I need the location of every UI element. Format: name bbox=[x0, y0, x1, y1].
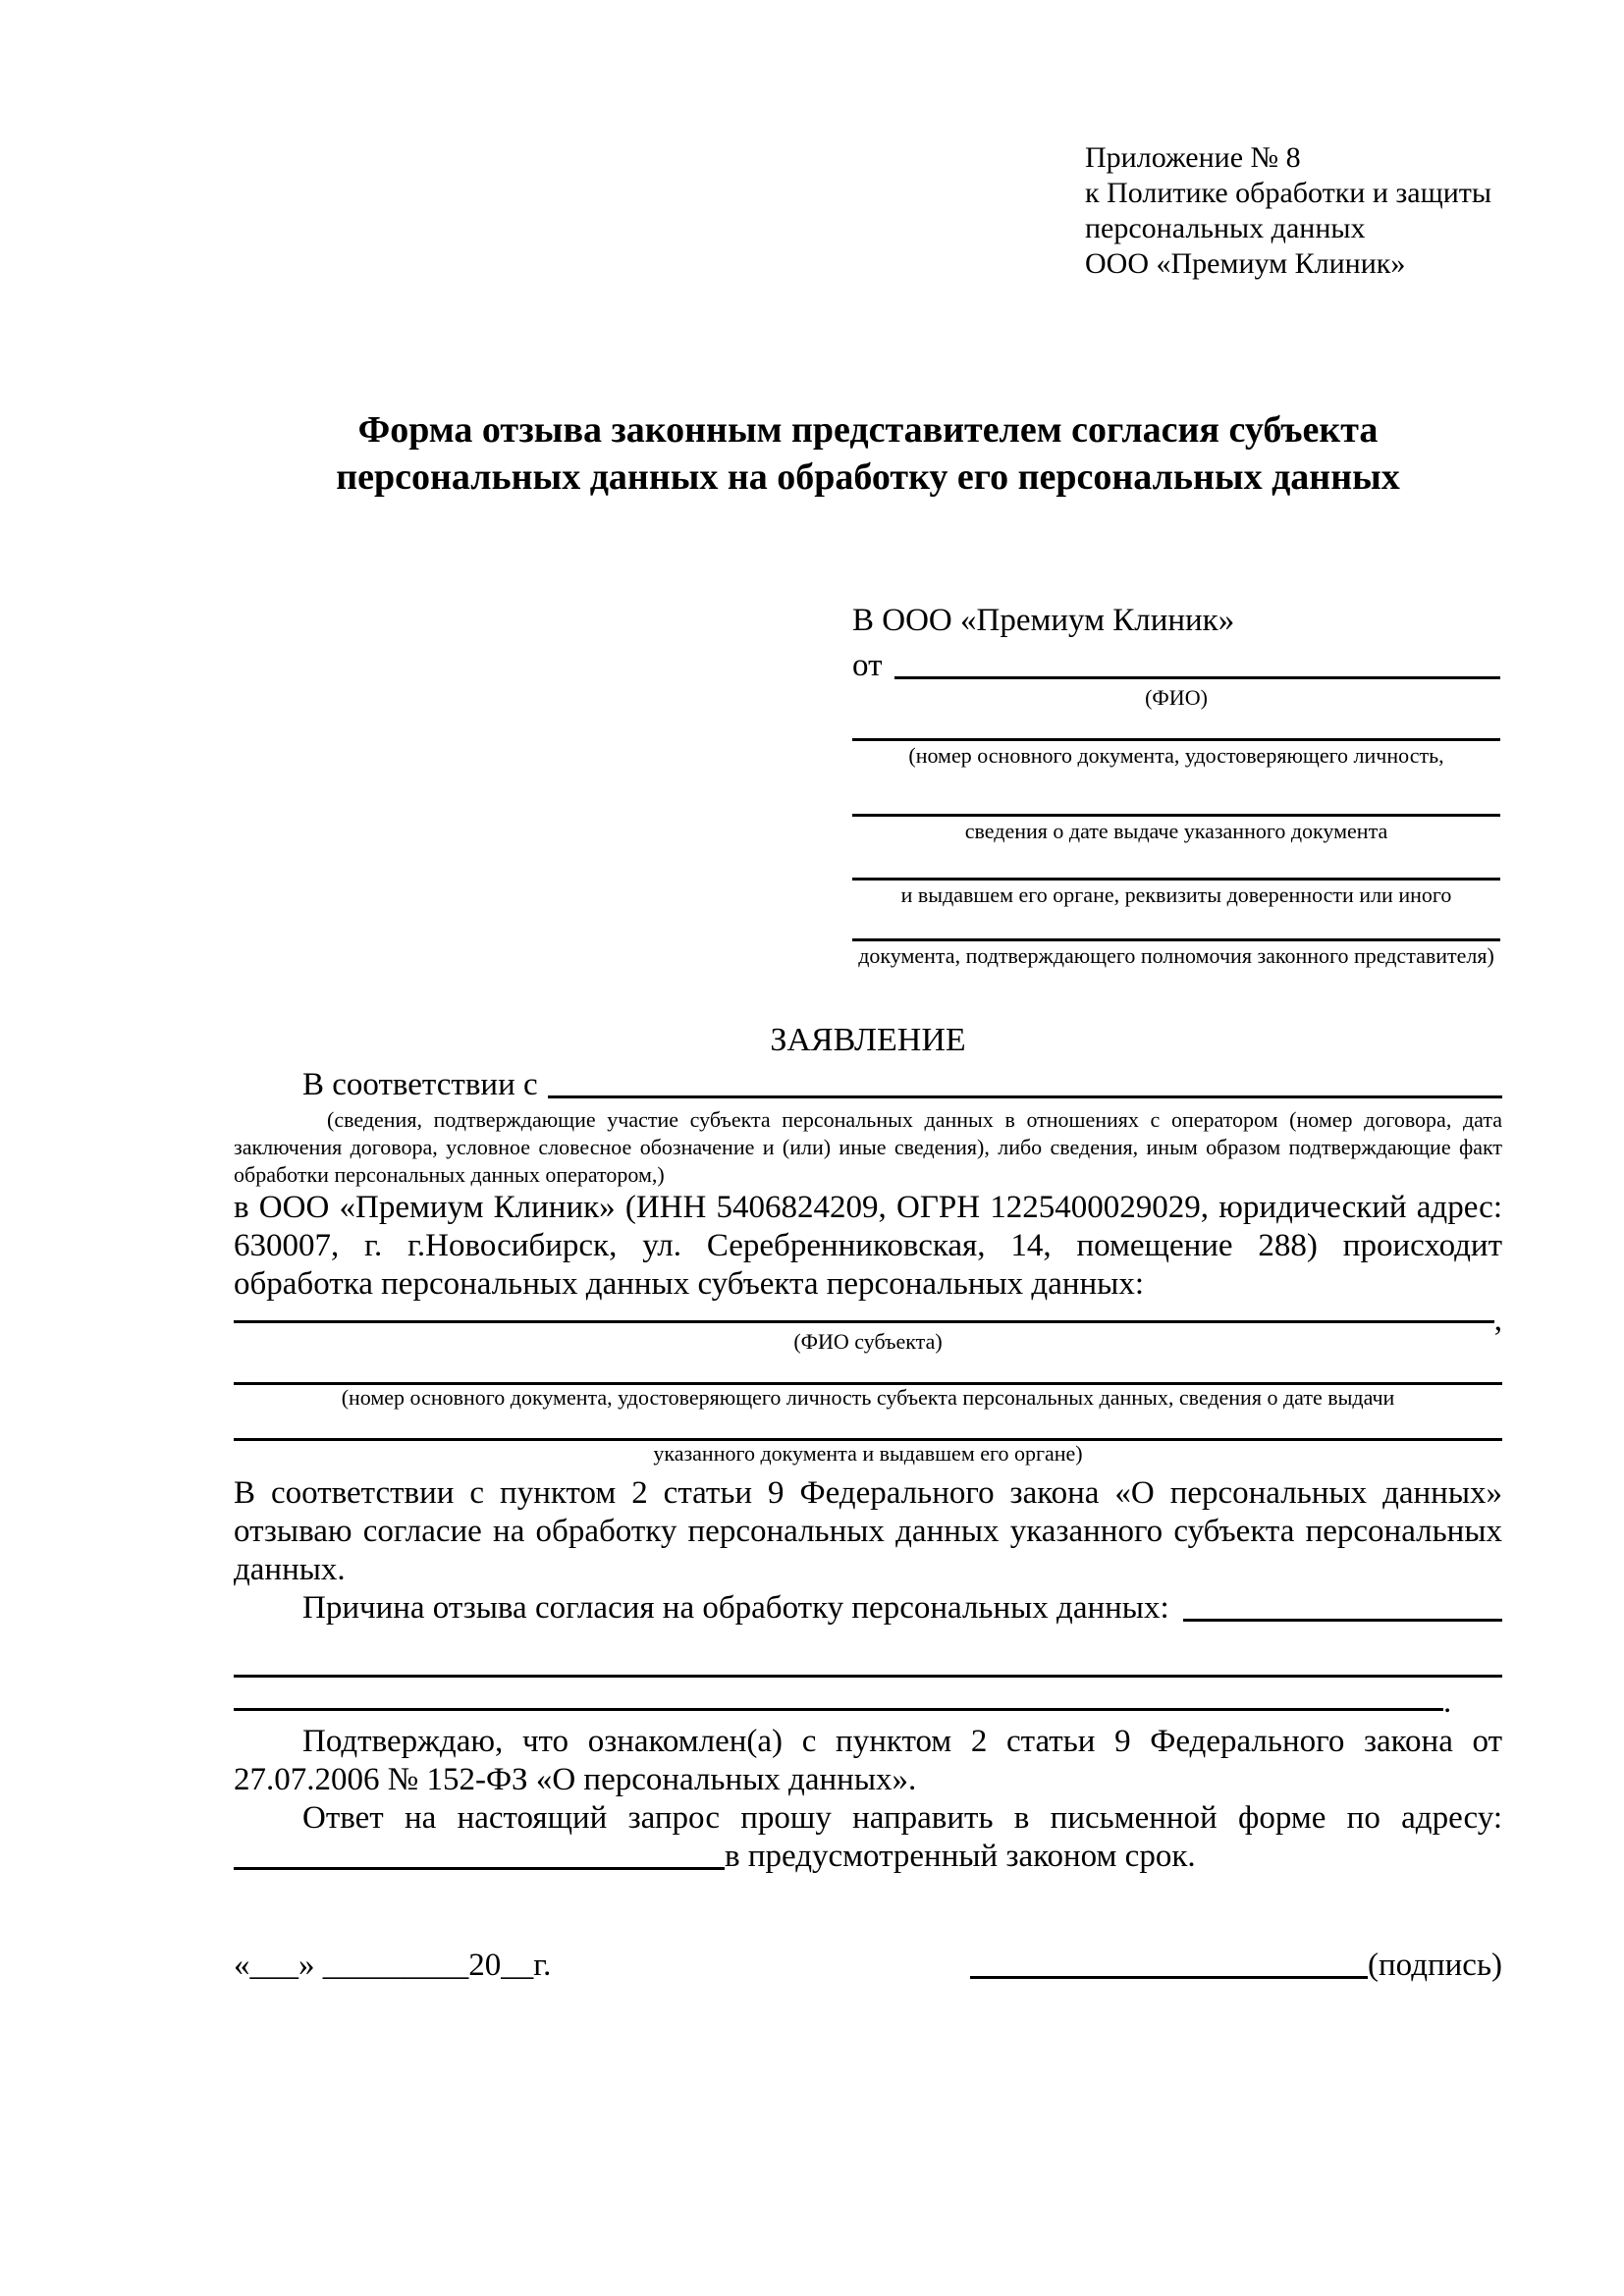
applicant-doc-caption-3: и выдавшем его органе, реквизиты доверенности или иного bbox=[900, 882, 1452, 907]
applicant-doc-caption-1: (номер основного документа, удостоверяющего личность, bbox=[908, 743, 1444, 768]
subject-doc-caption-1: (номер основного документа, удостоверяющего личность субъекта персональных данных, сведения о дате выдачи bbox=[341, 1385, 1395, 1410]
reason-field-line[interactable] bbox=[1183, 1619, 1502, 1622]
reply-address-field-line[interactable] bbox=[234, 1867, 725, 1870]
form-title-line: Форма отзыва законным представителем согласия субъекта bbox=[357, 409, 1379, 451]
form-title-line: персональных данных на обработку его персональных данных bbox=[336, 456, 1400, 498]
recipient-org: В ООО «Премиум Клиник» bbox=[852, 603, 1235, 638]
applicant-doc-field-4 bbox=[852, 938, 1500, 969]
from-row bbox=[852, 646, 1500, 685]
from-label: от bbox=[852, 648, 883, 683]
appendix-line: ООО «Премиум Клиник» bbox=[1085, 247, 1406, 280]
statement-body bbox=[234, 1021, 1502, 1985]
footer-row bbox=[234, 1947, 1502, 1985]
signature-caption: (подпись) bbox=[1368, 1948, 1502, 1983]
applicant-doc-field-line-4[interactable] bbox=[852, 938, 1500, 941]
subject-comma: , bbox=[1493, 1303, 1502, 1338]
applicant-doc-field-line-3[interactable] bbox=[852, 878, 1500, 881]
withdraw-paragraph: В соответствии с пунктом 2 статьи 9 Федерального закона «О персональных данных» отзываю согласие на обработку персональных данных указанного субъекта персональных данных. bbox=[234, 1475, 1502, 1587]
reason-extra-row-2 bbox=[234, 1684, 1502, 1720]
applicant-doc-field-line-1[interactable] bbox=[852, 738, 1500, 741]
applicant-fio-field-line[interactable] bbox=[894, 676, 1501, 679]
operator-paragraph: в ООО «Премиум Клиник» (ИНН 5406824209, ОГРН 1225400029029, юридический адрес: 630007, г. г.Новосибирск, ул. Серебренниковская, 14, помещение 288) происходит обработка персональных данных субъекта персональных данных: bbox=[234, 1190, 1502, 1302]
applicant-doc-caption-4: документа, подтверждающего полномочия законного представителя) bbox=[858, 943, 1494, 968]
applicant-doc-field-2 bbox=[852, 814, 1500, 844]
statement-heading: ЗАЯВЛЕНИЕ bbox=[770, 1022, 966, 1058]
applicant-doc-field-line-2[interactable] bbox=[852, 814, 1500, 817]
reply-suffix: в предусмотренный законом срок. bbox=[725, 1839, 1196, 1874]
applicant-doc-caption-2: сведения о дате выдаче указанного документа bbox=[964, 819, 1388, 843]
appendix-line: Приложение № 8 bbox=[1085, 141, 1301, 174]
subject-doc-field-2 bbox=[234, 1438, 1502, 1467]
subject-doc-field-1 bbox=[234, 1382, 1502, 1411]
reason-extra-line-1[interactable] bbox=[234, 1675, 1502, 1678]
reply-address-row bbox=[234, 1838, 1502, 1876]
confirm-paragraph: Подтверждаю, что ознакомлен(а) с пунктом 2 статьи 9 Федерального закона от 27.07.2006 № 152-ФЗ «О персональных данных». bbox=[234, 1724, 1502, 1797]
date-blank[interactable]: «___» _________20__г. bbox=[234, 1948, 552, 1983]
reason-label: Причина отзыва согласия на обработку персональных данных: bbox=[302, 1590, 1169, 1626]
signature-group bbox=[970, 1947, 1502, 1985]
applicant-block bbox=[852, 601, 1500, 969]
reason-row bbox=[234, 1589, 1502, 1628]
subject-doc-caption-2: указанного документа и выдавшем его органе) bbox=[653, 1441, 1083, 1466]
reason-extra-line-2[interactable] bbox=[234, 1708, 1443, 1711]
subject-fio-row bbox=[234, 1303, 1502, 1338]
fio-caption: (ФИО) bbox=[1145, 685, 1208, 710]
according-row bbox=[234, 1066, 1502, 1104]
sentence-period: . bbox=[1443, 1684, 1452, 1720]
signature-field-line[interactable] bbox=[970, 1976, 1368, 1979]
applicant-doc-field-1 bbox=[852, 738, 1500, 769]
subject-fio-caption: (ФИО субъекта) bbox=[793, 1329, 943, 1354]
appendix-line: к Политике обработки и защиты bbox=[1085, 177, 1492, 209]
according-prefix: В соответствии с bbox=[302, 1067, 538, 1102]
appendix-reference bbox=[1085, 140, 1491, 282]
applicant-doc-field-3 bbox=[852, 878, 1500, 908]
subject-fio-field-line[interactable] bbox=[234, 1320, 1494, 1323]
appendix-line: персональных данных bbox=[1085, 212, 1366, 244]
form-title bbox=[234, 406, 1502, 501]
according-field-line[interactable] bbox=[548, 1095, 1502, 1098]
reply-paragraph: Ответ на настоящий запрос прошу направить в письменной форме по адресу: bbox=[302, 1800, 1502, 1836]
participation-note: (сведения, подтверждающие участие субъекта персональных данных в отношениях с оператором (номер договора, дата заключения договора, условное словесное обозначение и (или) иные сведения), либо сведения, иным образом подтверждающие факт обработки персональных данных оператором,) bbox=[234, 1107, 1502, 1187]
